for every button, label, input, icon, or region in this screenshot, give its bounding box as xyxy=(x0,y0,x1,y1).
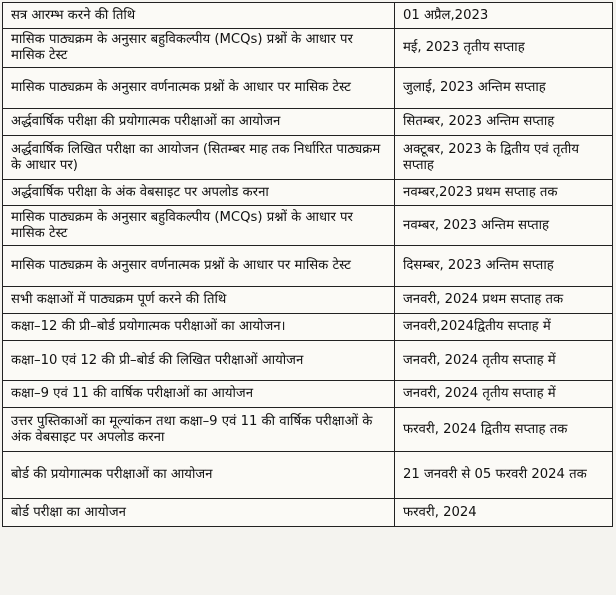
date-cell: फरवरी, 2024 द्वितीय सप्ताह तक xyxy=(395,408,613,452)
table-body xyxy=(3,3,613,527)
academic-calendar-table xyxy=(2,2,613,527)
activity-cell: सभी कक्षाओं में पाठ्यक्रम पूर्ण करने की तिथि xyxy=(3,287,395,314)
date-cell: 01 अप्रैल,2023 xyxy=(395,3,613,29)
table-row xyxy=(3,341,613,381)
date-cell: नवम्बर, 2023 अन्तिम सप्ताह xyxy=(395,206,613,246)
date-cell: जुलाई, 2023 अन्तिम सप्ताह xyxy=(395,68,613,109)
table-row xyxy=(3,381,613,408)
activity-cell: कक्षा–10 एवं 12 की प्री–बोर्ड की लिखित परीक्षाओं आयोजन xyxy=(3,341,395,381)
activity-cell: मासिक पाठ्यक्रम के अनुसार वर्णनात्मक प्रश्नों के आधार पर मासिक टेस्ट xyxy=(3,68,395,109)
activity-cell: अर्द्धवार्षिक लिखित परीक्षा का आयोजन (सितम्बर माह तक निर्धारित पाठ्यक्रम के आधार पर) xyxy=(3,136,395,180)
table-row xyxy=(3,452,613,499)
date-cell: जनवरी, 2024 तृतीय सप्ताह में xyxy=(395,341,613,381)
activity-cell: सत्र आरम्भ करने की तिथि xyxy=(3,3,395,29)
activity-cell: मासिक पाठ्यक्रम के अनुसार बहुविकल्पीय (MCQs) प्रश्नों के आधार पर मासिक टेस्ट xyxy=(3,206,395,246)
table-row xyxy=(3,136,613,180)
date-cell: मई, 2023 तृतीय सप्ताह xyxy=(395,29,613,68)
date-cell: 21 जनवरी से 05 फरवरी 2024 तक xyxy=(395,452,613,499)
activity-cell: कक्षा–12 की प्री–बोर्ड प्रयोगात्मक परीक्षाओं का आयोजन। xyxy=(3,314,395,341)
table-row xyxy=(3,3,613,29)
table-row xyxy=(3,180,613,206)
activity-cell: बोर्ड की प्रयोगात्मक परीक्षाओं का आयोजन xyxy=(3,452,395,499)
table-row xyxy=(3,408,613,452)
date-cell: नवम्बर,2023 प्रथम सप्ताह तक xyxy=(395,180,613,206)
table-row xyxy=(3,246,613,287)
activity-cell: कक्षा–9 एवं 11 की वार्षिक परीक्षाओं का आयोजन xyxy=(3,381,395,408)
activity-cell: मासिक पाठ्यक्रम के अनुसार बहुविकल्पीय (MCQs) प्रश्नों के आधार पर मासिक टेस्ट xyxy=(3,29,395,68)
table-row xyxy=(3,109,613,136)
table-row xyxy=(3,206,613,246)
date-cell: अक्टूबर, 2023 के द्वितीय एवं तृतीय सप्ताह xyxy=(395,136,613,180)
date-cell: सितम्बर, 2023 अन्तिम सप्ताह xyxy=(395,109,613,136)
table-row xyxy=(3,499,613,527)
date-cell: फरवरी, 2024 xyxy=(395,499,613,527)
activity-cell: अर्द्धवार्षिक परीक्षा की प्रयोगात्मक परीक्षाओं का आयोजन xyxy=(3,109,395,136)
activity-cell: बोर्ड परीक्षा का आयोजन xyxy=(3,499,395,527)
date-cell: जनवरी, 2024 प्रथम सप्ताह तक xyxy=(395,287,613,314)
table-row xyxy=(3,29,613,68)
date-cell: दिसम्बर, 2023 अन्तिम सप्ताह xyxy=(395,246,613,287)
date-cell: जनवरी, 2024 तृतीय सप्ताह में xyxy=(395,381,613,408)
date-cell: जनवरी,2024द्वितीय सप्ताह में xyxy=(395,314,613,341)
table-row xyxy=(3,68,613,109)
table-row xyxy=(3,287,613,314)
activity-cell: उत्तर पुस्तिकाओं का मूल्यांकन तथा कक्षा–9 एवं 11 की वार्षिक परीक्षाओं के अंक वेबसाइट पर अपलोड करना xyxy=(3,408,395,452)
activity-cell: मासिक पाठ्यक्रम के अनुसार वर्णनात्मक प्रश्नों के आधार पर मासिक टेस्ट xyxy=(3,246,395,287)
activity-cell: अर्द्धवार्षिक परीक्षा के अंक वेबसाइट पर अपलोड करना xyxy=(3,180,395,206)
table-row xyxy=(3,314,613,341)
